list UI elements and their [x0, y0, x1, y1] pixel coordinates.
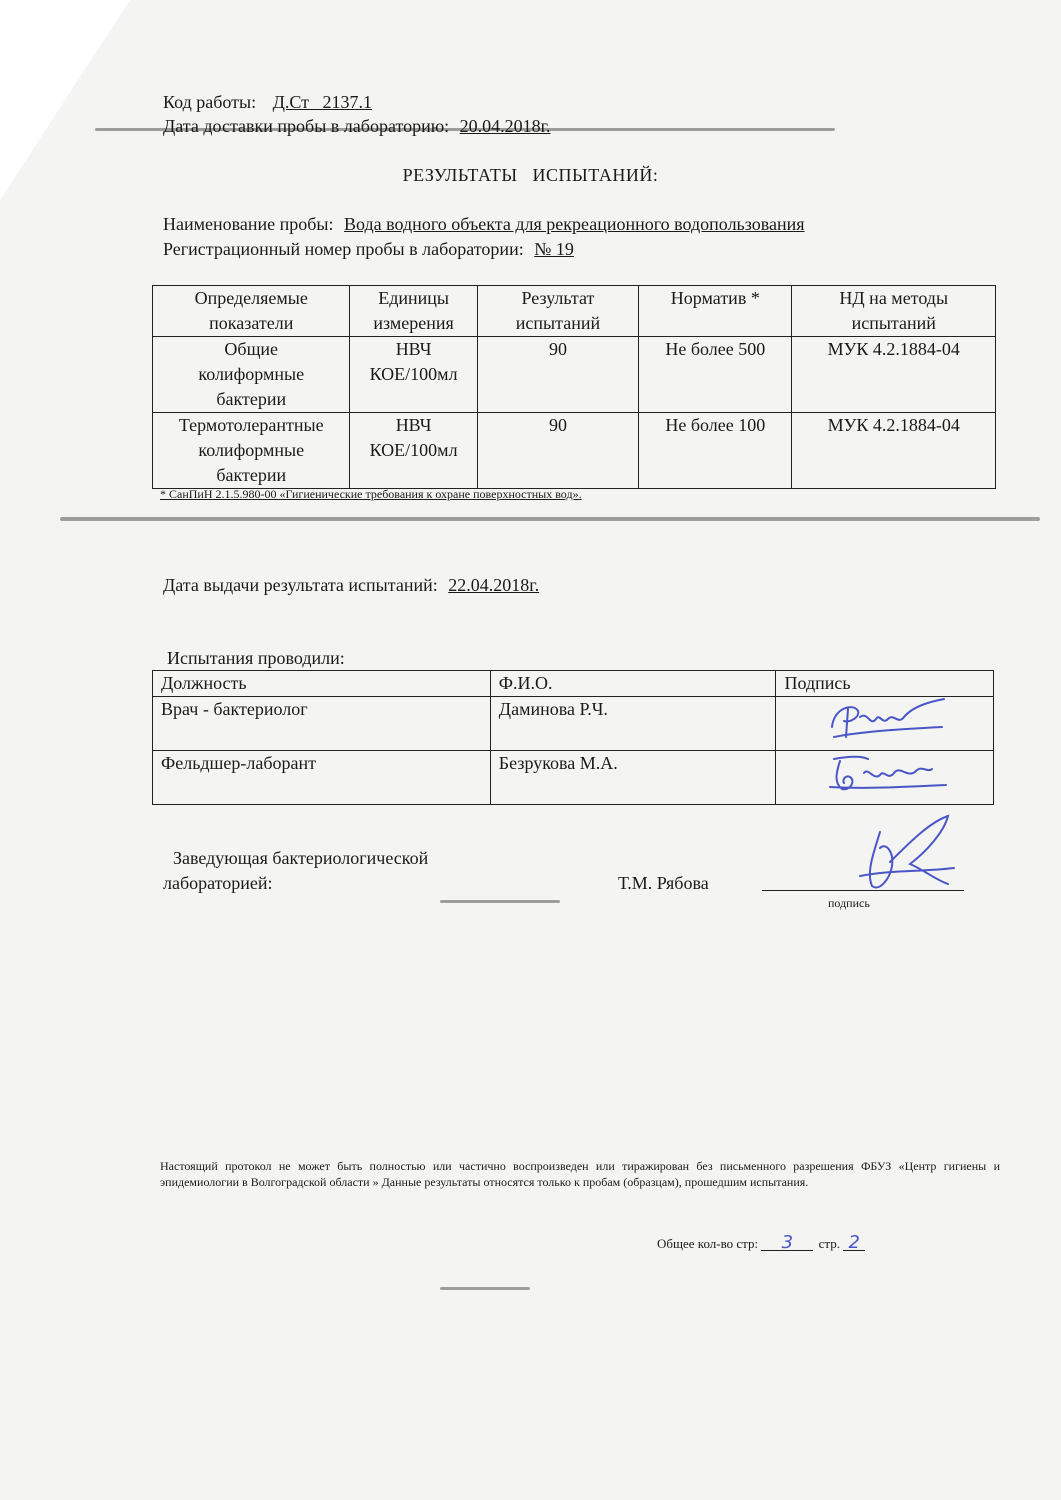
page-label: стр. [818, 1236, 840, 1251]
header-cell: НД на методы испытаний [792, 286, 996, 337]
disclaimer-text: Настоящий протокол не может быть полностью или частично воспроизведен или тиражирован без письменного разрешения ФБУЗ «Центр гигиены и эпидемиологии в Волгоградской области » Данные результаты относятся только к пробам (образцам), прошедшим испытания. [160, 1159, 1000, 1189]
sample-name-label: Наименование пробы: [163, 214, 334, 234]
signature-image [824, 751, 954, 797]
table-row [153, 697, 994, 751]
norm-cell: Не более 500 [639, 337, 792, 413]
table-row [153, 413, 996, 489]
scan-smudge [440, 900, 560, 903]
page-title: РЕЗУЛЬТАТЫ ИСПЫТАНИЙ: [402, 165, 659, 185]
signature-cell [776, 697, 994, 751]
units-cell: НВЧ КОЕ/100мл [350, 413, 477, 489]
issue-date-value: 22.04.2018г. [448, 575, 540, 595]
head-name: Т.М. Рябова [618, 873, 709, 893]
method-cell: МУК 4.2.1884-04 [792, 337, 996, 413]
job-code-label: Код работы: [163, 92, 257, 112]
scan-smudge [440, 1287, 530, 1290]
sample-reg-label: Регистрационный номер пробы в лаборатории: [163, 239, 524, 259]
head-title-line1: Заведующая бактериологической [173, 848, 429, 868]
result-cell: 90 [477, 337, 638, 413]
job-code-line [163, 92, 372, 113]
name-cell: Безрукова М.А. [490, 751, 776, 805]
header-cell: Определяемые показатели [153, 286, 350, 337]
page-number-value: 2 [843, 1236, 865, 1251]
signature-image [824, 697, 954, 743]
header-cell: Результат испытаний [477, 286, 638, 337]
total-pages-value: 3 [761, 1236, 813, 1251]
method-cell: МУК 4.2.1884-04 [792, 413, 996, 489]
indicator-cell: Общие колиформные бактерии [153, 337, 350, 413]
staff-table [152, 670, 994, 805]
header-cell: Должность [153, 671, 491, 697]
staff-header-row [153, 671, 994, 697]
position-cell: Фельдшер-лаборант [153, 751, 491, 805]
position-cell: Врач - бактериолог [153, 697, 491, 751]
result-cell: 90 [477, 413, 638, 489]
header-cell: Единицы измерения [350, 286, 477, 337]
results-footnote: * СанПиН 2.1.5.980-00 «Гигиенические требования к охране поверхностных вод». [160, 487, 582, 501]
sample-reg-value: № 19 [534, 239, 574, 259]
name-cell: Даминова Р.Ч. [490, 697, 776, 751]
signature-cell [776, 751, 994, 805]
head-signature-line [762, 890, 964, 891]
delivery-date-value: 20.04.2018г. [459, 116, 551, 136]
table-row [153, 337, 996, 413]
sample-reg-line [163, 239, 574, 260]
delivery-date-label: Дата доставки пробы в лабораторию: [163, 116, 450, 136]
results-table [152, 285, 996, 489]
delivery-date-line [163, 116, 551, 137]
norm-cell: Не более 100 [639, 413, 792, 489]
head-signature-image [850, 812, 960, 892]
header-cell: Ф.И.О. [490, 671, 776, 697]
sample-name-value: Вода водного объекта для рекреационного водопользования [344, 214, 805, 234]
header-cell: Норматив * [639, 286, 792, 337]
results-header-row [153, 286, 996, 337]
issue-date-label: Дата выдачи результата испытаний: [163, 575, 438, 595]
total-pages-label: Общее кол-во стр: [657, 1236, 759, 1251]
indicator-cell: Термотолерантные колиформные бактерии [153, 413, 350, 489]
units-cell: НВЧ КОЕ/100мл [350, 337, 477, 413]
scan-smudge [60, 517, 1040, 521]
head-title-line2: лабораторией: [163, 873, 273, 893]
sample-name-line [163, 214, 805, 235]
staff-caption: Испытания проводили: [167, 648, 345, 668]
signature-caption: подпись [828, 896, 870, 910]
page-counter [657, 1232, 865, 1253]
job-code-value: Д.Ст 2137.1 [272, 92, 373, 112]
table-row [153, 751, 994, 805]
issue-date-line [163, 575, 539, 596]
header-cell: Подпись [776, 671, 994, 697]
